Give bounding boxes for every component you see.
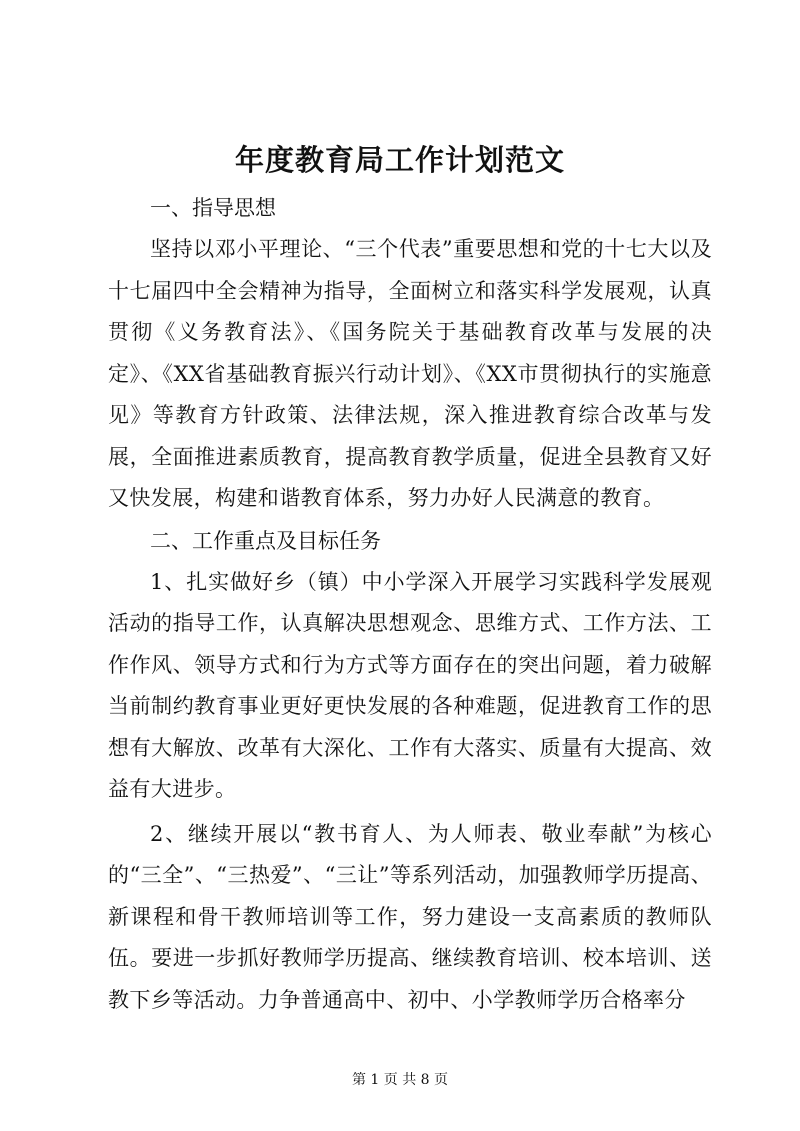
- section-heading-key-tasks: 二、工作重点及目标任务: [150, 528, 381, 553]
- page-number-footer: 第 1 页 共 8 页: [351, 1072, 449, 1088]
- paragraph-guiding-ideology: 坚持以邓小平理论、“三个代表”重要思想和党的十七大以及十七届四中全会精神为指导，全面树立和落实科学发展观，认真贯彻《义务教育法》、《国务院关于基础教育改革与发展的决定》、《XX省基础教育振兴行动计划》、《XX市贯彻执行的实施意见》等教育方针政策、法律法规，深入推进教育综合改革与发展，全面推进素质教育，提高教育教学质量，促进全县教育又好又快发展，构建和谐教育体系，努力办好人民满意的教育。: [108, 237, 712, 510]
- paragraph-task-2: 2、继续开展以“教书育人、为人师表、敬业奉献”为核心的“三全”、“三热爱”、“三让”等系列活动，加强教师学历提高、新课程和骨干教师培训等工作，努力建设一支高素质的教师队伍。要进一步抓好教师学历提高、继续教育培训、校本培训、送教下乡等活动。力争普通高中、初中、小学教师学历合格率分: [108, 821, 712, 1012]
- document-body: [108, 188, 712, 1021]
- paragraph-task-1: 1、扎实做好乡（镇）中小学深入开展学习实践科学发展观活动的指导工作，认真解决思想观念、思维方式、工作方法、工作作风、领导方式和行为方式等方面存在的突出问题，着力破解当前制约教育事业更好更快发展的各种难题，促进教育工作的思想有大解放、改革有大深化、工作有大落实、质量有大提高、效益有大进步。: [108, 569, 712, 801]
- document-title: 年度教育局工作计划范文: [234, 143, 565, 177]
- section-heading-guiding-ideology: 一、指导思想: [150, 196, 276, 220]
